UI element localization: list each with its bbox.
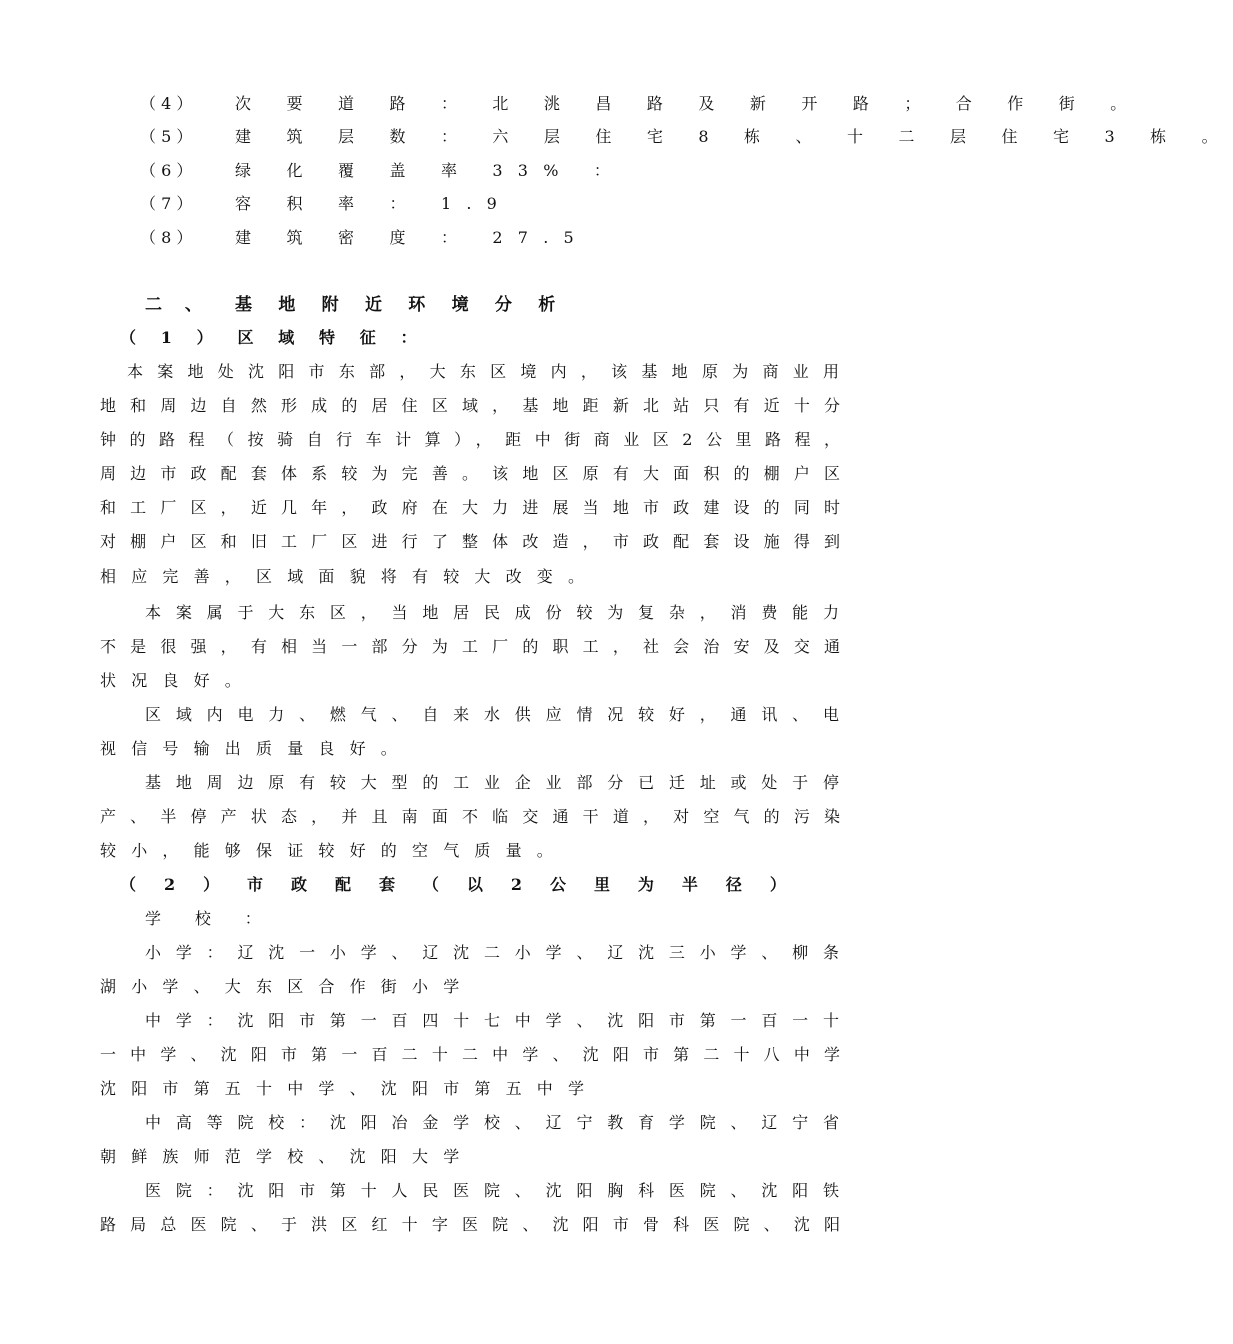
paragraph-line: 区域内电力、燃气、自来水供应情况较好，通讯、电 [145, 705, 839, 724]
list-item [100, 187, 840, 221]
list-number: （ 7 ） [140, 194, 193, 213]
section-number: 二 、 [145, 295, 211, 315]
paragraph-line: 中学：沈阳市第一百四十七中学、沈阳市第一百一十 [145, 1011, 839, 1030]
list-number: （ 4 ） [140, 94, 193, 113]
paragraph-line: 状况良好。 [100, 671, 257, 690]
paragraph-line: 小学：辽沈一小学、辽沈二小学、辽沈三小学、柳条 [145, 943, 839, 962]
list-text: 建 筑 层 数 ： 六 层 住 宅 8 栋 、 十 二 层 住 宅 3 栋 。 [235, 127, 1233, 146]
paragraph-line: 产、半停产状态，并且南面不临交通干道，对空气的污染 [100, 807, 840, 826]
paragraph-line: 本案地处沈阳市东部，大东区境内，该基地原为商业用 [127, 362, 839, 381]
paragraph-line: 湖小学、大东区合作街小学 [100, 977, 475, 996]
paragraph-line: 不是很强，有相当一部分为工厂的职工，社会治安及交通 [100, 637, 840, 656]
paragraph-line: 沈阳市第五十中学、沈阳市第五中学 [100, 1079, 600, 1098]
paragraph-line: 本案属于大东区，当地居民成份较为复杂，消费能力 [145, 603, 839, 622]
paragraph-line: 较小，能够保证较好的空气质量。 [100, 841, 569, 860]
list-number: （ 6 ） [140, 161, 193, 180]
list-text: 次 要 道 路 ： 北 洮 昌 路 及 新 开 路 ； 合 作 街 。 [235, 94, 1142, 113]
list-item [100, 154, 840, 188]
paragraph-line: 周边市政配套体系较为完善。该地区原有大面积的棚户区 [100, 464, 840, 483]
paragraph-line: 地和周边自然形成的居住区域，基地距新北站只有近十分 [100, 396, 840, 415]
list-item [100, 120, 1233, 154]
paragraph-line: 基地周边原有较大型的工业企业部分已迁址或处于停 [145, 773, 839, 792]
paragraph-line: 路局总医院、于洪区红十字医院、沈阳市骨科医院、沈阳 [100, 1215, 840, 1234]
paragraph-line: 和工厂区，近几年，政府在大力进展当地市政建设的同时 [100, 498, 840, 517]
paragraph-line: 视信号输出质量良好。 [100, 739, 413, 758]
paragraph-line: 中高等院校：沈阳冶金学校、辽宁教育学院、辽宁省 [145, 1113, 839, 1132]
paragraph-line: 一中学、沈阳市第一百二十二中学、沈阳市第二十八中学 [100, 1045, 840, 1064]
list-text: 绿 化 覆 盖 率 33% ： [235, 161, 626, 180]
section-title: 基 地 附 近 环 境 分 析 [235, 295, 566, 315]
school-label: 学 校 ： [145, 909, 276, 928]
list-text: 容 积 率 ： 1.9 [235, 194, 512, 213]
list-item [100, 87, 1142, 121]
paragraph-line: 钟的路程（按骑自行车计算），距中街商业区2公里路程， [100, 430, 840, 449]
list-text: 建 筑 密 度 ： 27.5 [235, 228, 589, 247]
paragraph-line: 相应完善，区域面貌将有较大改变。 [100, 567, 600, 586]
paragraph-line: 医院：沈阳市第十人民医院、沈阳胸科医院、沈阳铁 [145, 1181, 839, 1200]
subheading-municipal-facilities: （ 2 ） 市 政 配 套 （ 以 2 公 里 为 半 径 ） [120, 875, 798, 894]
section-heading [145, 288, 566, 322]
paragraph-line: 朝鲜族师范学校、沈阳大学 [100, 1147, 475, 1166]
subheading-region-features: （ 1 ） 区 域 特 征 ： [120, 328, 427, 347]
list-item [100, 221, 840, 255]
list-number: （ 8 ） [140, 228, 193, 247]
paragraph-line: 对棚户区和旧工厂区进行了整体改造，市政配套设施得到 [100, 532, 840, 551]
list-number: （ 5 ） [140, 127, 193, 146]
